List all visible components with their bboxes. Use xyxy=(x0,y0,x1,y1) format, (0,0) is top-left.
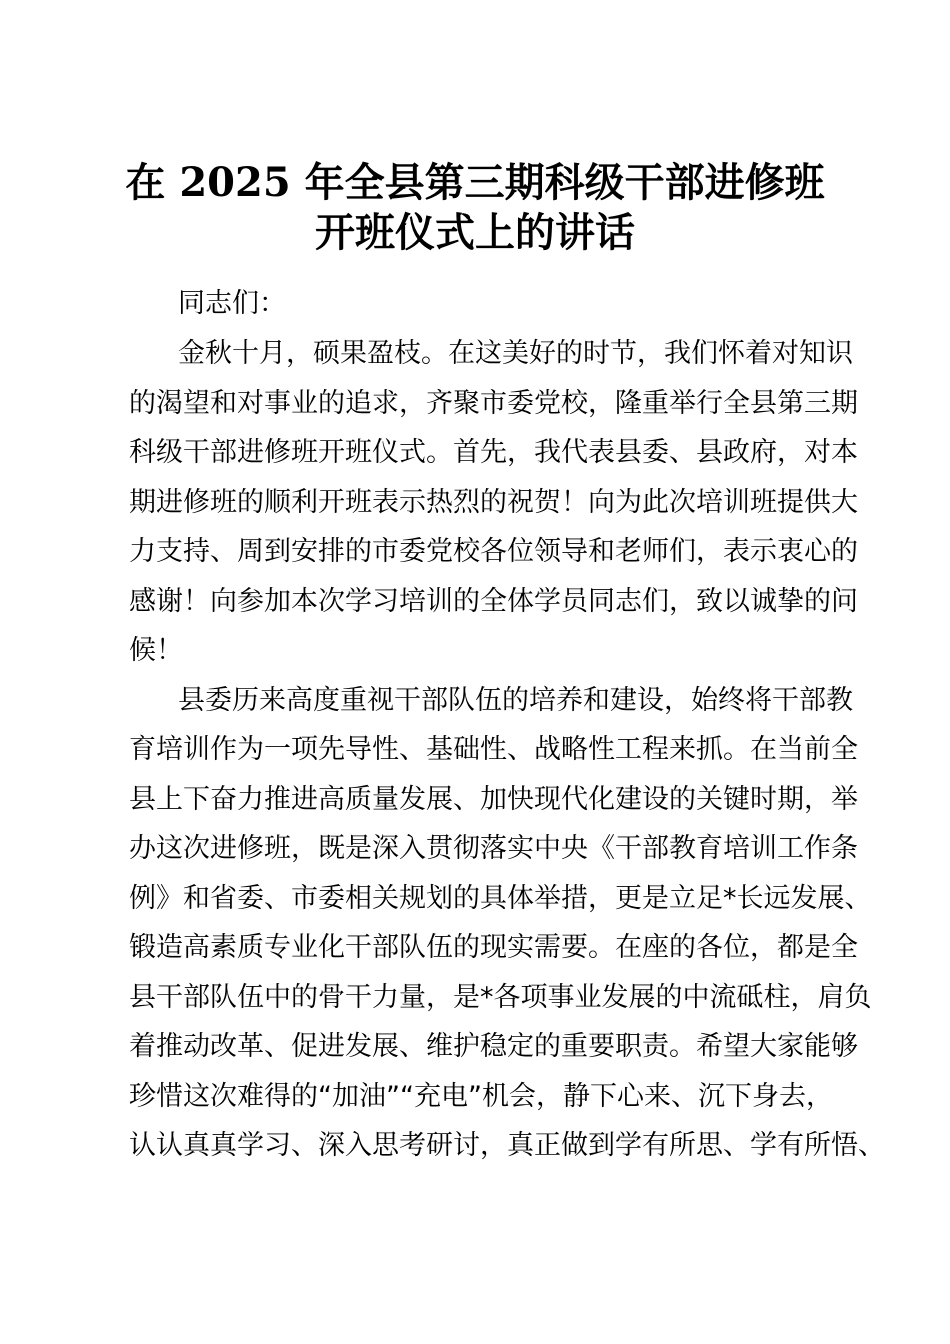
paragraph-line: 县委历来高度重视干部队伍的培养和建设，始终将干部教 xyxy=(178,685,853,716)
paragraph-line: 县干部队伍中的骨干力量，是*各项事业发展的中流砥柱，肩负 xyxy=(129,982,872,1013)
paragraph-line: 期进修班的顺利开班表示热烈的祝贺！向为此次培训班提供大 xyxy=(129,487,858,518)
paragraph-line: 力支持、周到安排的市委党校各位领导和老师们，表示衷心的 xyxy=(129,536,858,567)
paragraph-line: 认认真真学习、深入思考研讨，真正做到学有所思、学有所悟、 xyxy=(129,1130,885,1161)
paragraph-line: 的渴望和对事业的追求，齐聚市委党校，隆重举行全县第三期 xyxy=(129,388,858,419)
paragraph-line: 感谢！向参加本次学习培训的全体学员同志们，致以诚挚的问 xyxy=(129,586,858,617)
paragraph-line: 着推动改革、促进发展、维护稳定的重要职责。希望大家能够 xyxy=(129,1031,858,1062)
salutation: 同志们： xyxy=(178,288,286,319)
paragraph-line: 育培训作为一项先导性、基础性、战略性工程来抓。在当前全 xyxy=(129,734,858,765)
paragraph-line: 县上下奋力推进高质量发展、加快现代化建设的关键时期，举 xyxy=(129,784,858,815)
paragraph-line: 珍惜这次难得的“加油”“充电”机会，静下心来、沉下身去， xyxy=(129,1081,833,1112)
paragraph-line: 科级干部进修班开班仪式。首先，我代表县委、县政府，对本 xyxy=(129,437,858,468)
paragraph-line: 例》和省委、市委相关规划的具体举措，更是立足*长远发展、 xyxy=(129,883,872,914)
paragraph-line: 办这次进修班，既是深入贯彻落实中央《干部教育培训工作条 xyxy=(129,833,858,864)
document-title-line-1: 在 2025 年全县第三期科级干部进修班 xyxy=(125,159,825,206)
paragraph-line: 锻造高素质专业化干部队伍的现实需要。在座的各位，都是全 xyxy=(129,932,858,963)
paragraph-line: 金秋十月，硕果盈枝。在这美好的时节，我们怀着对知识 xyxy=(178,338,853,369)
paragraph-line: 候！ xyxy=(129,635,183,666)
document-title-line-2: 开班仪式上的讲话 xyxy=(315,209,635,256)
